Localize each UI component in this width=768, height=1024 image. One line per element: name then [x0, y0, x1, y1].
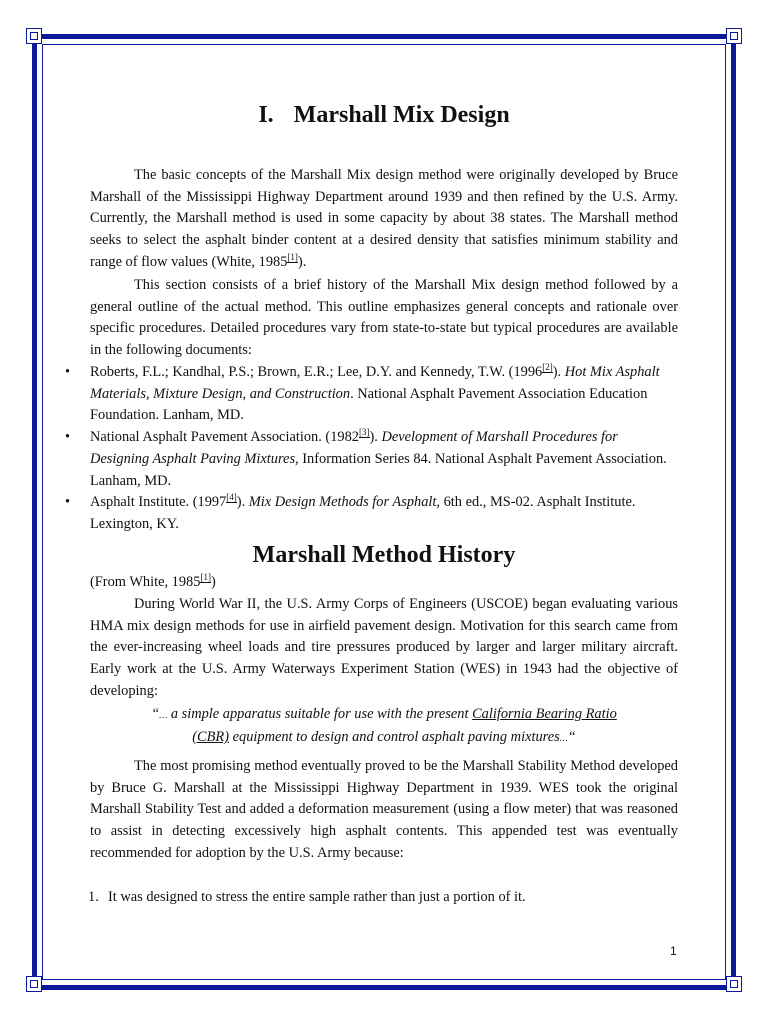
- list-number: 1.: [88, 889, 99, 905]
- reference-title: Hot Mix Asphalt Materials, Mixture Design, and Construction: [90, 364, 660, 402]
- citation-link[interactable]: [1]: [200, 572, 211, 582]
- quote-line-2: (CBR) equipment to design and control asphalt paving mixtures…“: [192, 729, 576, 745]
- block-quote: [100, 703, 668, 749]
- reference-item: • Asphalt Institute. (1997[4]). Mix Design Methods for Asphalt, 6th ed., MS-02. Asphalt Institute. Lexington, KY.: [60, 492, 680, 535]
- citation-link[interactable]: [3]: [359, 427, 370, 438]
- history-paragraph-1: During World War II, the U.S. Army Corps of Engineers (USCOE) began evaluating various HMA mix design methods for use in airfield pavement design. Motivation for this search came from the ever-increasing wheel loads and tire pressures produced by larger and larger military aircraft. Early work at the U.S. Army Waterways Experiment Station (WES) in 1943 had the objective of developing:: [90, 596, 678, 699]
- intro-paragraph-2: This section consists of a brief history of the Marshall Mix design method followed by a general outline of the actual method. This outline emphasizes general concepts and rationale over specific procedures. Detailed procedures vary from state-to-state but typical procedures are available in the following documents:: [90, 277, 678, 359]
- reference-item: • Roberts, F.L.; Kandhal, P.S.; Brown, E.R.; Lee, D.Y. and Kennedy, T.W. (1996[2]). Hot Mix Asphalt Materials, Mixture Design, and Construction. National Asphalt Pavement Association Education Foundation. Lanham, MD.: [60, 362, 680, 427]
- intro-paragraph-1: [90, 165, 678, 274]
- numbered-list-item: [88, 886, 526, 908]
- citation-link[interactable]: [4]: [226, 492, 237, 503]
- intro-paragraph-1-end: ).: [297, 253, 307, 270]
- history-paragraph-2: The most promising method eventually proved to be the Marshall Stability Method developed by Bruce G. Marshall at the Mississippi Highway Department in 1939. WES took the original Marshall Stability Test and added a deformation measurement (using a flow meter) that was reasoned to assist in detecting excessively high asphalt contents. This appended test was eventually recommended for adoption by the U.S. Army because:: [90, 758, 678, 861]
- cbr-abbrev-link[interactable]: (CBR): [192, 729, 230, 745]
- page-title: [0, 100, 768, 130]
- quote-line-1: “… a simple apparatus suitable for use with the present California Bearing Ratio: [151, 706, 617, 722]
- title-number: I.: [258, 102, 274, 128]
- reference-title: Development of Marshall Procedures for Designing Asphalt Paving Mixtures: [90, 429, 618, 467]
- cbr-link[interactable]: California Bearing Ratio: [472, 706, 617, 722]
- citation-link[interactable]: [1]: [287, 251, 298, 262]
- list-item-text: It was designed to stress the entire sample rather than just a portion of it.: [108, 889, 526, 905]
- section-heading: Marshall Method History: [252, 542, 516, 568]
- reference-item: • National Asphalt Pavement Association. (1982[3]). Development of Marshall Procedures for Designing Asphalt Paving Mixtures, Information Series 84. National Asphalt Pavement Association. Lanham, MD.: [60, 427, 680, 492]
- reference-list: [60, 362, 680, 536]
- title-text: Marshall Mix Design: [293, 102, 510, 128]
- source-note: (From White, 1985[1]): [90, 572, 216, 590]
- intro-paragraph-1-text: The basic concepts of the Marshall Mix design method were originally developed by Bruce Marshall of the Mississippi Highway Department around 1939 and then refined by the U.S. Army. Currently, the Marshall method is used in some capacity by about 38 states. The Marshall method seeks to select the asphalt binder content at a desired density that satisfies minimum stability and range of flow values (White, 1985: [90, 167, 678, 270]
- page-number: 1: [670, 944, 677, 958]
- citation-link[interactable]: [2]: [542, 362, 553, 372]
- reference-title: Mix Design Methods for Asphalt: [248, 494, 437, 511]
